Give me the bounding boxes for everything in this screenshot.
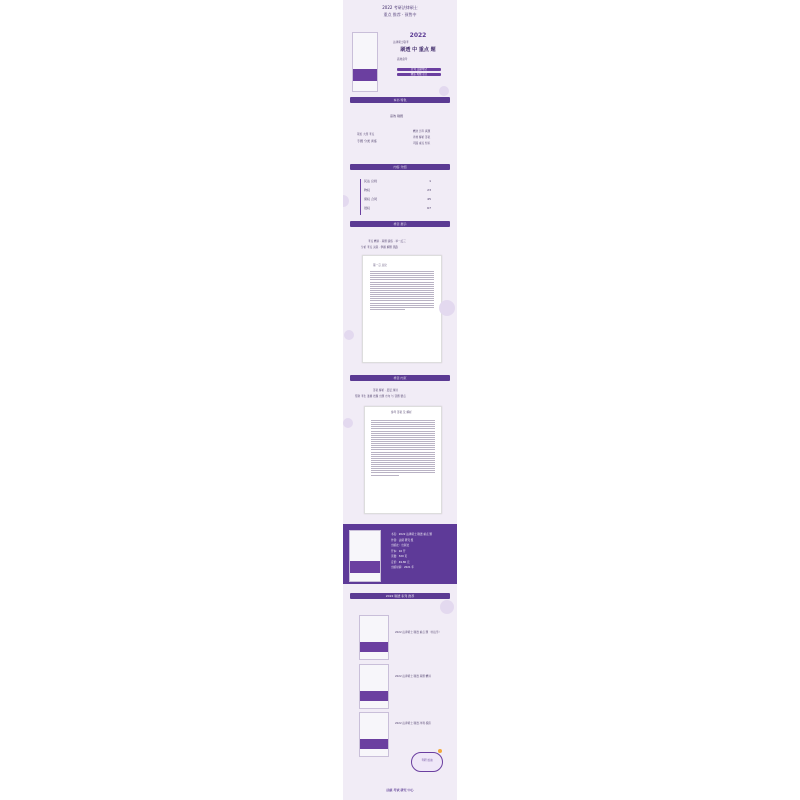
cloud-text: 考研 加油 — [421, 759, 433, 762]
contents-item: 物权 — [364, 188, 371, 192]
product-specs-block — [343, 524, 457, 584]
hero-badge-2: 精选 真题 重点 — [397, 73, 441, 76]
contents-item: 侵权 — [364, 206, 371, 210]
series-book-2 — [359, 664, 389, 709]
spec-line: 页数：320 页 — [391, 555, 408, 558]
section-header-sample-2: 样章 内页 — [350, 375, 450, 381]
section-header-sample: 样章 展示 — [350, 221, 450, 227]
contents-item: 民法 总则 — [364, 179, 377, 183]
sample2-intro-2: 帮助 考生 准确 把握 出题 方向 与 答题 要点 — [355, 395, 406, 398]
series-desc-1: 2022 法律硕士 刷透 重点 题（非法学） — [395, 631, 442, 634]
series-desc-3: 2022 法律硕士 刷透 冲刺 模拟 — [395, 722, 431, 725]
section-header-features: 本书 特色 — [350, 97, 450, 103]
sample1-doc-title: 第一章 总论 — [373, 264, 387, 267]
product-detail-strip — [343, 0, 457, 800]
series-book-3 — [359, 712, 389, 757]
hero-year: 2022 — [409, 32, 427, 39]
contents-item: 债权 合同 — [364, 197, 377, 201]
features-left-line2: 专题 分类 训练 — [357, 139, 377, 143]
hero-badge-1: 针对 法硕考试 — [397, 68, 441, 71]
section-header-series: 2022 刷透 系列 推荐 — [350, 593, 450, 599]
decor-circle — [344, 330, 354, 340]
spec-line: 出版时间：2021 年 — [391, 566, 414, 569]
features-right-line2: 详细 解析 答案 — [413, 136, 431, 139]
hero-title: 刷透 中 重点 题 — [400, 47, 436, 53]
cloud-badge — [411, 752, 443, 772]
spec-line: 书名：2022 法律硕士 刷透 重点 题 — [391, 533, 433, 536]
decor-circle — [343, 418, 353, 428]
decor-circle — [440, 600, 454, 614]
sample-page-1 — [362, 255, 442, 363]
header-title-line2: 重点 推荐 · 预售中 — [383, 12, 417, 17]
decor-circle — [343, 195, 349, 207]
series-desc-2: 2022 法律硕士 刷透 真题 精讲 — [395, 675, 431, 678]
spec-line: 定价：49.80 元 — [391, 560, 410, 564]
sample2-intro-1: 答案 解析 · 层层 递进 — [373, 389, 398, 392]
features-heading: 高效 刷题 — [390, 114, 403, 118]
sample2-doc-title: 参考 答案 及 解析 — [391, 411, 412, 414]
sample-page-2 — [364, 406, 442, 514]
footer-text: 法硕 考试 研究 中心 — [386, 788, 414, 792]
decor-circle — [439, 300, 455, 316]
spec-line: 出版社：出版社 — [391, 544, 410, 547]
hero-tag: 高效备考 — [397, 58, 408, 61]
features-right-line3: 巩固 重点 知识 — [413, 142, 431, 145]
hero-subtitle: 法律硕士联考 — [393, 41, 409, 44]
spec-line: 作者：法硕 研究 组 — [391, 538, 414, 542]
sample1-intro-1: 考点 精讲 · 真题 演练 · 举一反三 — [368, 240, 406, 243]
section-header-contents: 内容 介绍 — [350, 164, 450, 170]
features-right-line1: 精选 历年 真题 — [413, 130, 431, 133]
spec-line: 开本：16 开 — [391, 549, 406, 553]
sample1-intro-2: 分析 考点 关联 · 掌握 解题 思路 — [361, 246, 398, 249]
book-cover — [352, 32, 378, 92]
features-left-line1: 紧扣 大纲 考点 — [357, 133, 375, 136]
header-title-line1: 2022 考研法律硕士 — [382, 5, 418, 10]
spec-book-cover — [349, 530, 381, 582]
star-icon — [438, 749, 442, 753]
series-book-1 — [359, 615, 389, 660]
contents-table: 民法 总则 1 物权 23 债权 合同 45 侵权 67 — [360, 179, 431, 215]
decor-circle — [439, 86, 449, 96]
